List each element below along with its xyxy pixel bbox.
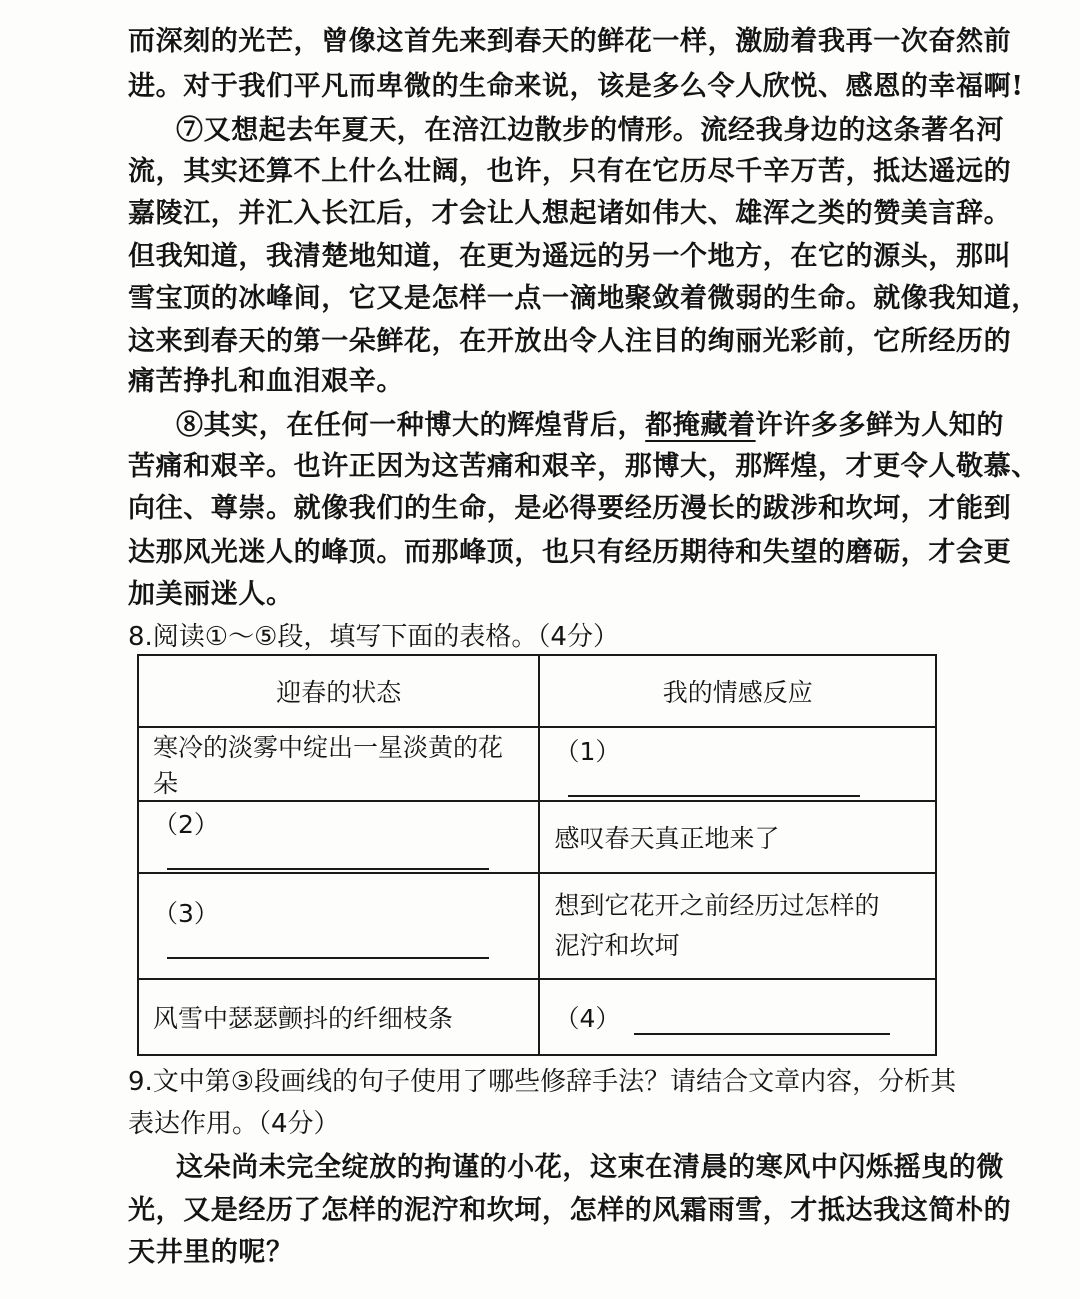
passage-line: 痛苦挣扎和血泪艰辛。 — [128, 366, 404, 397]
question-8-prompt: 8.阅读①～⑤段，填写下面的表格。（4分） — [128, 622, 619, 652]
table-row — [138, 873, 936, 979]
answer-cell-2[interactable] — [138, 801, 539, 873]
answer-cell-1[interactable] — [539, 727, 936, 801]
table-row — [138, 801, 936, 873]
table-header-row — [138, 655, 936, 727]
answer-blank-4[interactable] — [634, 1009, 890, 1035]
blank-label: （4） — [554, 1004, 621, 1033]
answer-blank-1[interactable] — [568, 771, 860, 797]
quote-line: 光，又是经历了怎样的泥泞和坎坷，怎样的风霜雨雪，才抵达我这简朴的 — [128, 1195, 1012, 1226]
table-header: 迎春的状态 — [138, 655, 539, 727]
passage-line — [176, 406, 1005, 446]
blank-label: （3） — [153, 898, 219, 928]
passage-text: 许许多多鲜为人知的 — [755, 410, 1005, 441]
answer-cell-3[interactable] — [138, 873, 539, 979]
cell-text: 想到它花开之前经历过怎样的 — [554, 891, 880, 920]
passage-line: 流，其实还算不上什么壮阔，也许，只有在它历尽千辛万苦，抵达遥远的 — [128, 156, 1012, 187]
table-cell: 感叹春天真正地来了 — [539, 801, 936, 873]
table-cell: 寒冷的淡雾中绽出一星淡黄的花朵 — [138, 727, 539, 801]
passage-line: 但我知道，我清楚地知道，在更为遥远的另一个地方，在它的源头，那叫 — [128, 241, 1012, 272]
passage-text: ⑧其实，在任何一种博大的辉煌背后， — [176, 410, 646, 441]
answer-cell-4[interactable] — [539, 979, 936, 1055]
quote-line: 这朵尚未完全绽放的拘谨的小花，这束在清晨的寒风中闪烁摇曳的微 — [176, 1152, 1004, 1183]
passage-line: 这来到春天的第一朵鲜花，在开放出令人注目的绚丽光彩前，它所经历的 — [128, 326, 1012, 357]
question-9-prompt: 9.文中第③段画线的句子使用了哪些修辞手法？请结合文章内容，分析其 — [128, 1067, 957, 1097]
quote-line: 天井里的呢？ — [128, 1237, 294, 1268]
table-cell — [539, 873, 936, 979]
passage-line: 而深刻的光芒，曾像这首先来到春天的鲜花一样，激励着我再一次奋然前 — [128, 26, 1012, 57]
blank-label: （2） — [153, 809, 219, 839]
underlined-phrase: 都掩藏着 — [645, 410, 756, 441]
table-cell: 风雪中瑟瑟颤抖的纤细枝条 — [138, 979, 539, 1055]
passage-line: 向往、尊崇。就像我们的生命，是必得要经历漫长的跋涉和坎坷，才能到 — [128, 493, 1012, 524]
passage-line: 苦痛和艰辛。也许正因为这苦痛和艰辛，那博大，那辉煌，才更令人敬慕、 — [128, 451, 1039, 482]
answer-table — [137, 654, 937, 1056]
passage-line: 嘉陵江，并汇入长江后，才会让人想起诸如伟大、雄浑之类的赞美言辞。 — [128, 198, 1012, 229]
cell-text: 泥泞和坎坷 — [554, 931, 680, 960]
question-9-prompt: 表达作用。（4分） — [128, 1109, 340, 1139]
table-row — [138, 727, 936, 801]
blank-label: （1） — [554, 736, 621, 766]
passage-line: 加美丽迷人。 — [128, 579, 294, 610]
table-header: 我的情感反应 — [539, 655, 936, 727]
passage-line: 雪宝顶的冰峰间，它又是怎样一点一滴地聚敛着微弱的生命。就像我知道， — [128, 283, 1039, 314]
passage-line: 达那风光迷人的峰顶。而那峰顶，也只有经历期待和失望的磨砺，才会更 — [128, 537, 1012, 568]
passage-line: 进。对于我们平凡而卑微的生命来说，该是多么令人欣悦、感恩的幸福啊! — [128, 71, 1024, 102]
passage-line: ⑦又想起去年夏天，在涪江边散步的情形。流经我身边的这条著名河 — [176, 115, 1004, 146]
answer-blank-3[interactable] — [167, 933, 489, 959]
answer-blank-2[interactable] — [167, 844, 489, 870]
table-row — [138, 979, 936, 1055]
